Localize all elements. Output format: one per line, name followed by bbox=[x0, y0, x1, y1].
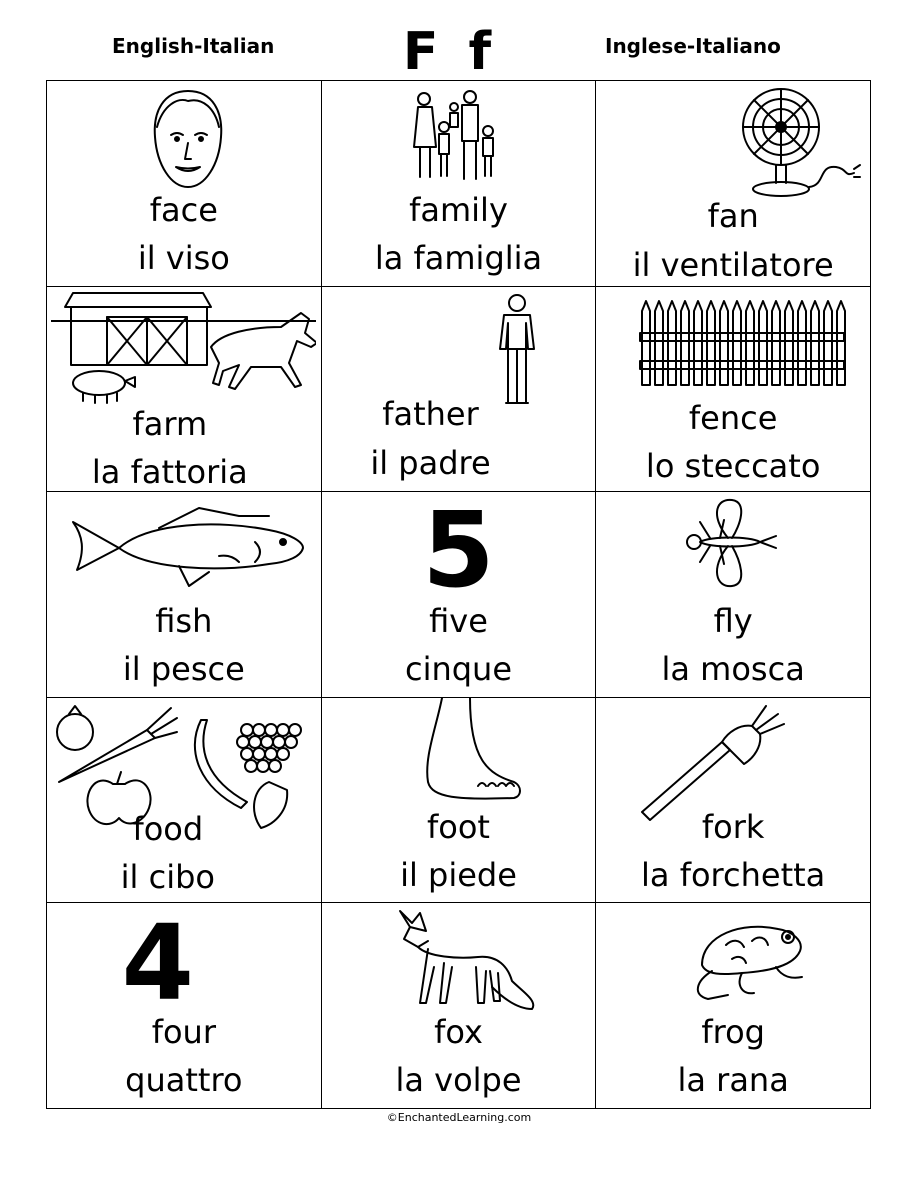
italian-word: lo steccato bbox=[645, 446, 821, 485]
card-five bbox=[322, 492, 597, 698]
english-word: fence bbox=[688, 398, 778, 437]
italian-word: il piede bbox=[400, 855, 517, 894]
family-icon bbox=[410, 87, 506, 187]
card-fox bbox=[322, 903, 597, 1109]
english-word: fish bbox=[155, 602, 213, 641]
italian-word: la famiglia bbox=[374, 239, 543, 277]
fork-icon bbox=[638, 702, 788, 822]
italian-word: il padre bbox=[370, 443, 491, 482]
italian-word: il cibo bbox=[120, 857, 215, 896]
foot-icon bbox=[418, 698, 528, 808]
card-fan bbox=[596, 81, 871, 287]
card-four bbox=[47, 903, 322, 1109]
english-word: father bbox=[382, 394, 479, 433]
card-fish bbox=[47, 492, 322, 698]
english-word: fork bbox=[701, 807, 765, 846]
vocabulary-grid bbox=[46, 80, 871, 1109]
card-frog bbox=[596, 903, 871, 1109]
card-fence bbox=[596, 287, 871, 493]
english-word: fan bbox=[707, 197, 759, 235]
italian-word: la fattoria bbox=[91, 452, 248, 491]
fox-icon bbox=[394, 905, 544, 1013]
english-word: fly bbox=[713, 602, 753, 641]
frog-icon bbox=[682, 915, 812, 1010]
italian-word: la rana bbox=[677, 1061, 789, 1100]
italian-word: quattro bbox=[125, 1061, 243, 1100]
number-five: 5 bbox=[422, 492, 495, 612]
header-letter: F f bbox=[402, 22, 498, 82]
english-word: frog bbox=[701, 1013, 765, 1052]
card-food bbox=[47, 698, 322, 904]
english-word: foot bbox=[427, 807, 490, 846]
face-icon bbox=[143, 87, 233, 192]
card-father bbox=[322, 287, 597, 493]
card-fly bbox=[596, 492, 871, 698]
fish-icon bbox=[69, 500, 309, 595]
english-word: four bbox=[151, 1013, 216, 1052]
italian-word: il ventilatore bbox=[632, 246, 834, 284]
card-fork bbox=[596, 698, 871, 904]
header-inglese-italiano: Inglese-Italiano bbox=[605, 34, 781, 58]
copyright-footer: ©EnchantedLearning.com bbox=[386, 1111, 532, 1124]
italian-word: il pesce bbox=[122, 650, 245, 689]
italian-word: il viso bbox=[137, 239, 230, 277]
english-word: farm bbox=[132, 404, 208, 443]
card-farm bbox=[47, 287, 322, 493]
italian-word: la volpe bbox=[395, 1061, 522, 1100]
number-four: 4 bbox=[121, 903, 195, 1025]
father-icon bbox=[492, 293, 542, 411]
english-word: fox bbox=[434, 1013, 483, 1052]
italian-word: cinque bbox=[404, 650, 513, 689]
farm-icon bbox=[51, 287, 316, 407]
fly-icon bbox=[670, 496, 780, 591]
english-word: family bbox=[409, 191, 508, 229]
header-english-italian: English-Italian bbox=[112, 34, 275, 58]
fence-icon bbox=[638, 299, 848, 389]
english-word: five bbox=[429, 602, 488, 641]
english-word: face bbox=[149, 191, 218, 229]
card-family bbox=[322, 81, 597, 287]
card-face bbox=[47, 81, 322, 287]
fan-icon bbox=[736, 85, 866, 200]
italian-word: la mosca bbox=[661, 650, 805, 689]
english-word: food bbox=[132, 809, 204, 848]
card-foot bbox=[322, 698, 597, 904]
italian-word: la forchetta bbox=[641, 855, 826, 894]
